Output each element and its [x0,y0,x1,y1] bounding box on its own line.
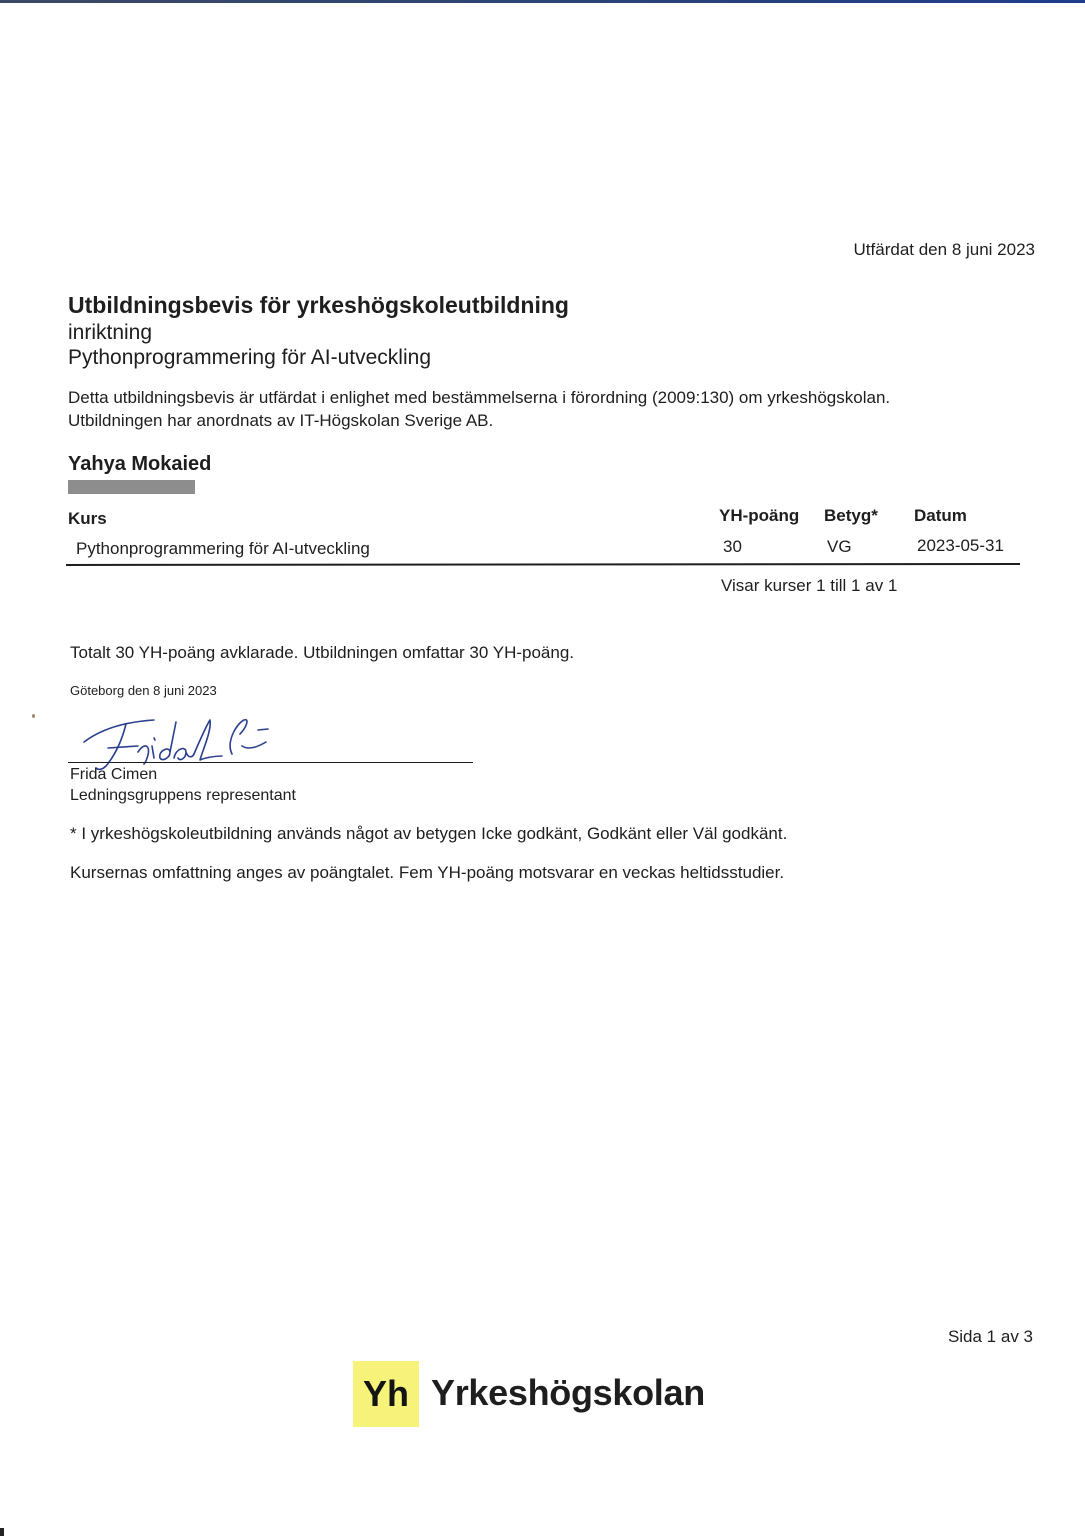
yh-logo-mark: Yh [353,1361,419,1427]
student-name: Yahya Mokaied [68,453,212,475]
course-date-cell: 2023-05-31 [917,536,1004,555]
credits-footnote: Kursernas omfattning anges av poängtalet. Fem YH-poäng motsvarar en veckas heltidsstudier. [70,863,785,882]
signature-line [68,762,473,763]
legal-statement: Detta utbildningsbevis är utfärdat i enlighet med bestämmelserna i förordning (2009:130) om yrkeshögskolan. [68,388,891,407]
total-points-statement: Totalt 30 YH-poäng avklarade. Utbildningen omfattar 30 YH-poäng. [70,643,575,662]
column-header-points: YH-poäng [719,506,800,525]
program-name: Pythonprogrammering för AI-utveckling [68,346,431,369]
issue-date: Utfärdat den 8 juni 2023 [853,240,1035,259]
course-points-cell: 30 [723,537,742,556]
grading-footnote: * I yrkeshögskoleutbildning används något av betygen Icke godkänt, Godkänt eller Väl godkänt. [70,824,788,843]
course-name-cell: Pythonprogrammering för AI-utveckling [76,539,370,558]
course-grade-cell: VG [827,537,852,556]
column-header-course: Kurs [68,509,107,528]
column-header-grade: Betyg* [824,506,878,525]
redacted-personal-number [68,480,195,494]
scan-corner-mark [0,1528,4,1536]
place-and-date: Göteborg den 8 juni 2023 [70,683,217,698]
certificate-subtitle: inriktning [68,321,153,344]
organizer-statement: Utbildningen har anordnats av IT-Högskolan Sverige AB. [68,411,494,430]
course-pager-text: Visar kurser 1 till 1 av 1 [721,576,898,595]
signatory-name: Frida Cimen [70,766,158,783]
handwritten-signature [82,712,272,774]
signatory-role: Ledningsgruppens representant [70,787,296,804]
scan-speck [32,714,35,718]
certificate-title: Utbildningsbevis för yrkeshögskoleutbildning [68,292,569,318]
logo-wordmark: Yrkeshögskolan [431,1372,705,1413]
page-number: Sida 1 av 3 [947,1327,1033,1346]
scan-top-edge [0,0,1085,3]
column-header-date: Datum [914,506,967,525]
table-divider [66,563,1020,566]
